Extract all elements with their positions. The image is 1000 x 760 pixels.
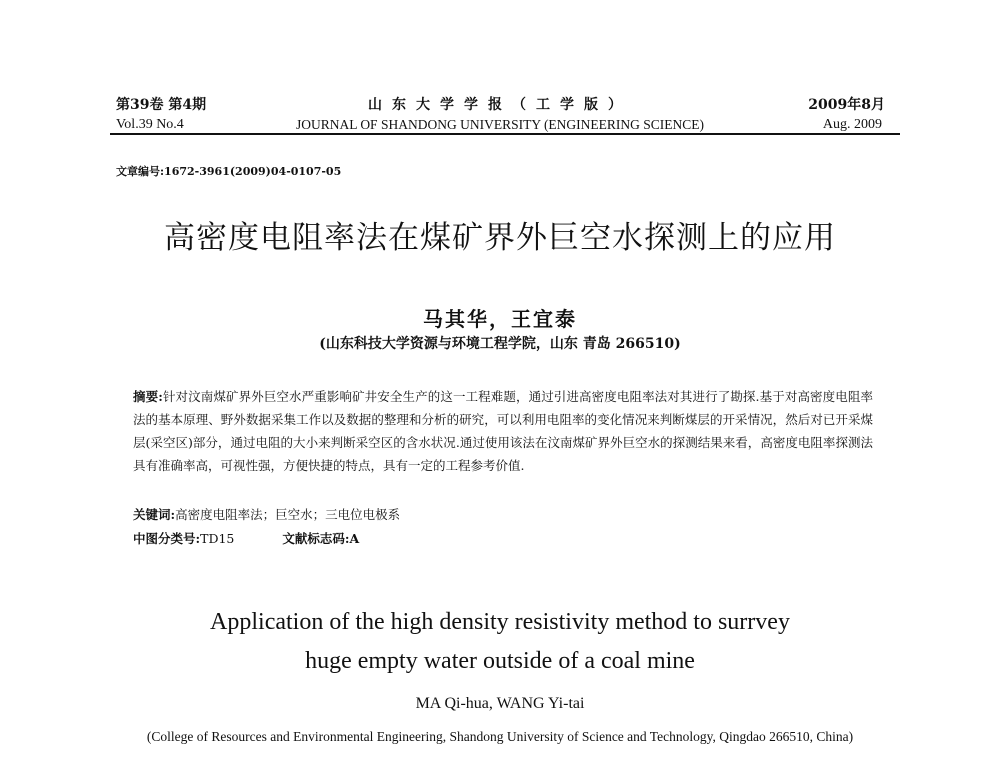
paper-title-cn: 高密度电阻率法在煤矿界外巨空水探测上的应用: [164, 220, 836, 256]
paper-title-en-line1: Application of the high density resistivity method to surrvey: [210, 609, 790, 635]
paper-title-en-line2: huge empty water outside of a coal mine: [305, 648, 695, 674]
keywords-text: 高密度电阻率法；巨空水；三电位电极系: [175, 507, 401, 522]
authors-cn: 马其华，王宜泰: [423, 307, 577, 331]
issue-date-cn: 2009年8月: [808, 97, 885, 113]
keywords-block: [133, 503, 400, 526]
paper-title-en: [100, 603, 900, 681]
abstract-text: 针对汶南煤矿界外巨空水严重影响矿井安全生产的这一工程难题，通过引进高密度电阻率法对其进行了勘探.基于对高密度电阻率法的基本原理、野外数据采集工作以及数据的整理和分析的研究，可以利用电阻率的变化情况来判断煤层的开采情况，然后对已开采煤层(采空区)部分，通过电阻的大小来判断采空区的含水状况.通过使用该法在汶南煤矿界外巨空水的探测结果来看，高密度电阻率探测法具有准确率高，可视性强，方便快捷的特点，具有一定的工程参考价值.: [133, 389, 873, 473]
affiliation-en: (College of Resources and Environmental Engineering, Shandong University of Science and Technology, Qingdao 266510, China): [146, 729, 854, 744]
abstract-block: [133, 385, 873, 477]
abstract-label: 摘要:: [133, 389, 163, 404]
clc-value: TD15: [200, 531, 235, 546]
volume-issue-en: Vol.39 No.4: [116, 117, 184, 132]
article-number: 文章编号:1672-3961(2009)04-0107-05: [116, 165, 342, 178]
doc-code-value: A: [349, 531, 360, 546]
authors-en: MA Qi-hua, WANG Yi-tai: [415, 695, 585, 712]
header-rule: [110, 133, 900, 135]
journal-name-cn: 山东大学学报（工学版）: [368, 97, 632, 113]
affiliation-cn: (山东科技大学资源与环境工程学院，山东 青岛 266510): [319, 336, 681, 352]
journal-name-en: JOURNAL OF SHANDONG UNIVERSITY (ENGINEERING SCIENCE): [295, 117, 705, 132]
keywords-label: 关键词:: [133, 507, 176, 522]
doc-code-label: 文献标志码:: [282, 531, 350, 546]
issue-date-en: Aug. 2009: [822, 117, 882, 132]
clc-label: 中图分类号:: [133, 531, 201, 546]
classification-row: [133, 527, 359, 550]
volume-issue-cn: 第39卷 第4期: [116, 97, 207, 113]
